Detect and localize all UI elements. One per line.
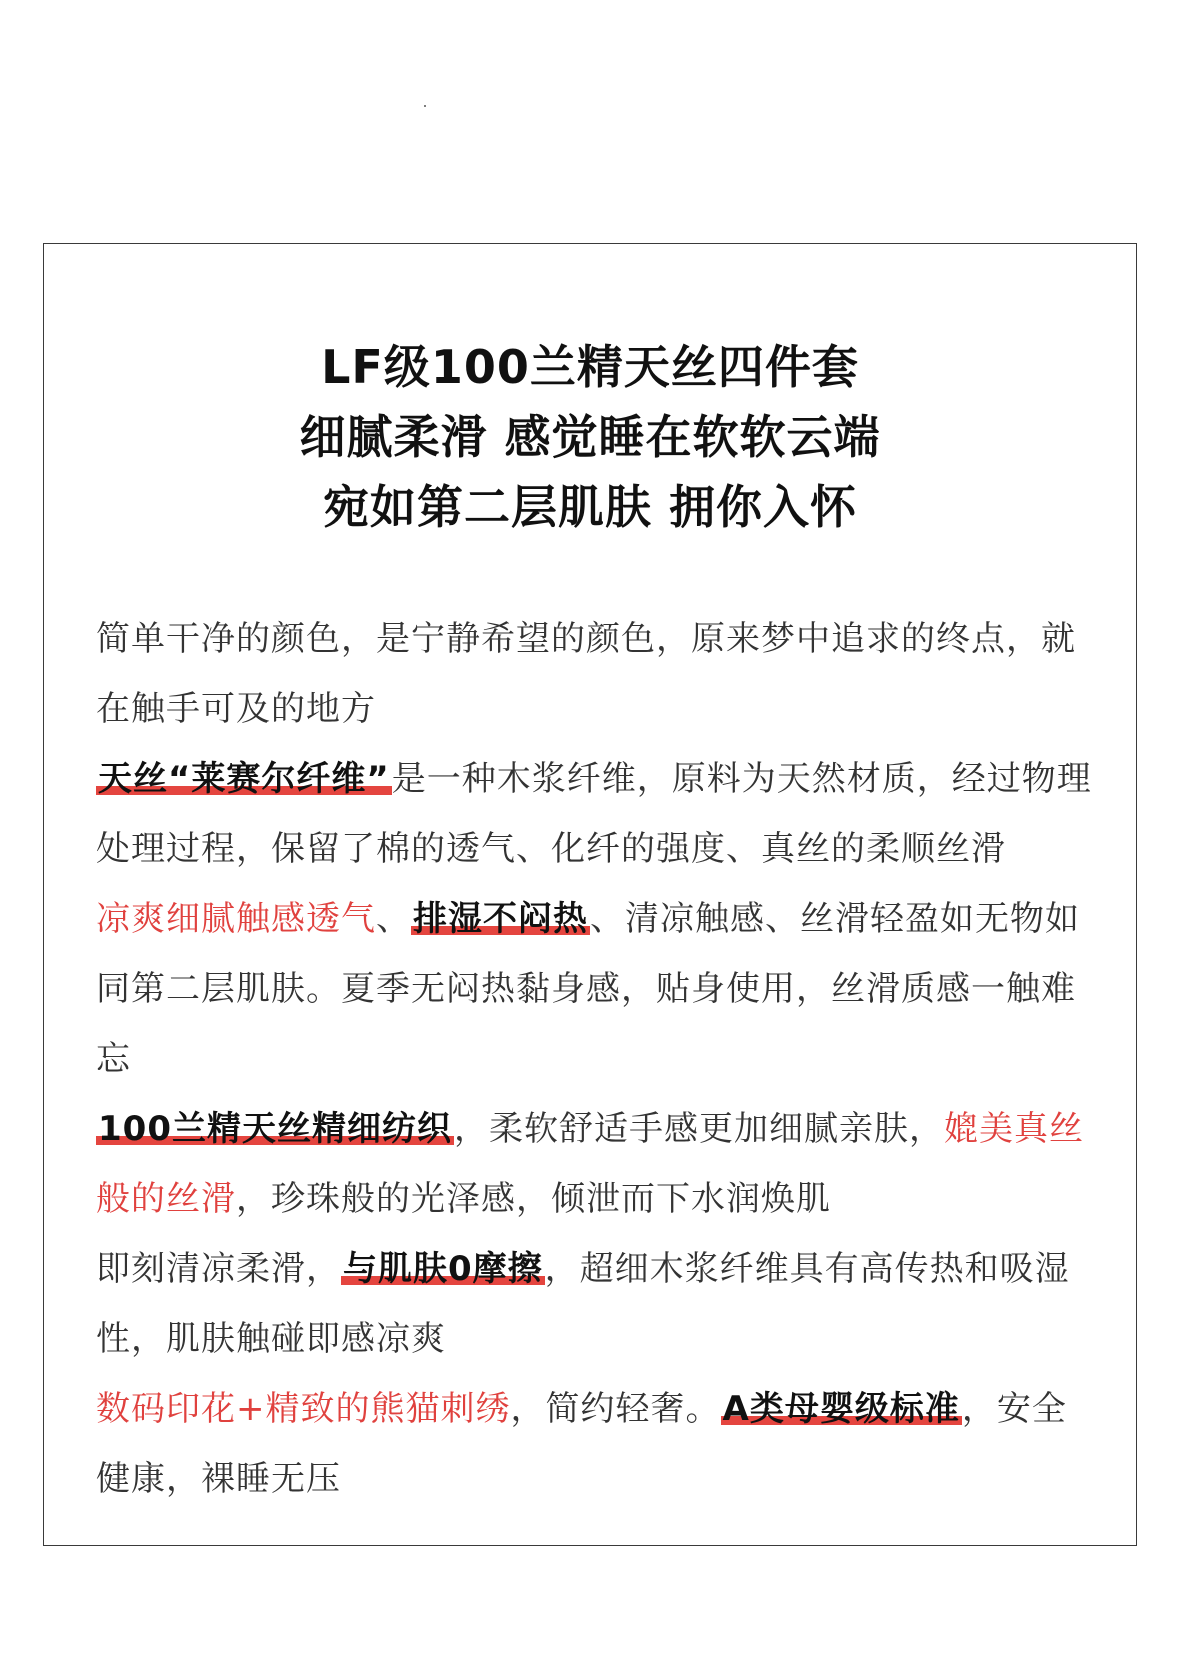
headline xyxy=(44,332,1136,542)
paragraph-intro xyxy=(96,604,1096,744)
highlight-moisture: 排湿不闷热 xyxy=(413,899,588,939)
highlight-class-a: A类母婴级标准 xyxy=(722,1389,960,1429)
headline-line-3: 宛如第二层肌肤 拥你入怀 xyxy=(322,480,857,534)
red-cool-breathable: 凉爽细腻触感透气 xyxy=(96,899,376,939)
paragraph-print xyxy=(96,1374,1096,1514)
product-description-card xyxy=(43,243,1137,1546)
print-text-1: ，简约轻奢。 xyxy=(510,1389,721,1429)
weave-text-2: ，珍珠般的光泽感，倾泄而下水润焕肌 xyxy=(236,1179,831,1219)
friction-text-2: ，超细木浆纤维具有高传热和吸湿性，肌肤触碰即感凉爽 xyxy=(96,1249,1070,1359)
separator: 、 xyxy=(376,899,411,939)
fiber-text: 是一种木浆纤维，原料为天然材质，经过物理处理过程，保留了棉的透气、化纤的强度、真丝的柔顺丝滑 xyxy=(96,759,1092,869)
paragraph-friction xyxy=(96,1234,1096,1374)
friction-text-1: 即刻清凉柔滑， xyxy=(96,1249,341,1289)
headline-line-1: LF级100兰精天丝四件套 xyxy=(321,340,859,394)
paragraph-fiber xyxy=(96,744,1096,884)
headline-line-2: 细腻柔滑 感觉睡在软软云端 xyxy=(299,410,881,464)
cooling-text: 、清凉触感、丝滑轻盈如无物如同第二层肌肤。夏季无闷热黏身感，贴身使用，丝滑质感一触难忘 xyxy=(96,899,1080,1079)
highlight-zero-friction: 与肌肤0摩擦 xyxy=(343,1249,543,1289)
highlight-lyocell: 天丝“莱赛尔纤维” xyxy=(98,759,390,799)
weave-text-1: ，柔软舒适手感更加细腻亲肤， xyxy=(453,1109,944,1149)
description-body xyxy=(96,604,1096,1514)
intro-text: 简单干净的颜色，是宁静希望的颜色，原来梦中追求的终点，就在触手可及的地方 xyxy=(96,619,1076,729)
red-silk-smooth: 媲美真丝般的丝滑 xyxy=(96,1109,1084,1219)
paragraph-cooling xyxy=(96,884,1096,1094)
stray-dot xyxy=(424,105,426,107)
highlight-lenzing: 100兰精天丝精细纺织 xyxy=(98,1109,452,1149)
paragraph-weave xyxy=(96,1094,1096,1234)
red-digital-print: 数码印花+精致的熊猫刺绣 xyxy=(96,1389,511,1429)
print-text-2: ，安全健康，裸睡无压 xyxy=(96,1389,1067,1499)
